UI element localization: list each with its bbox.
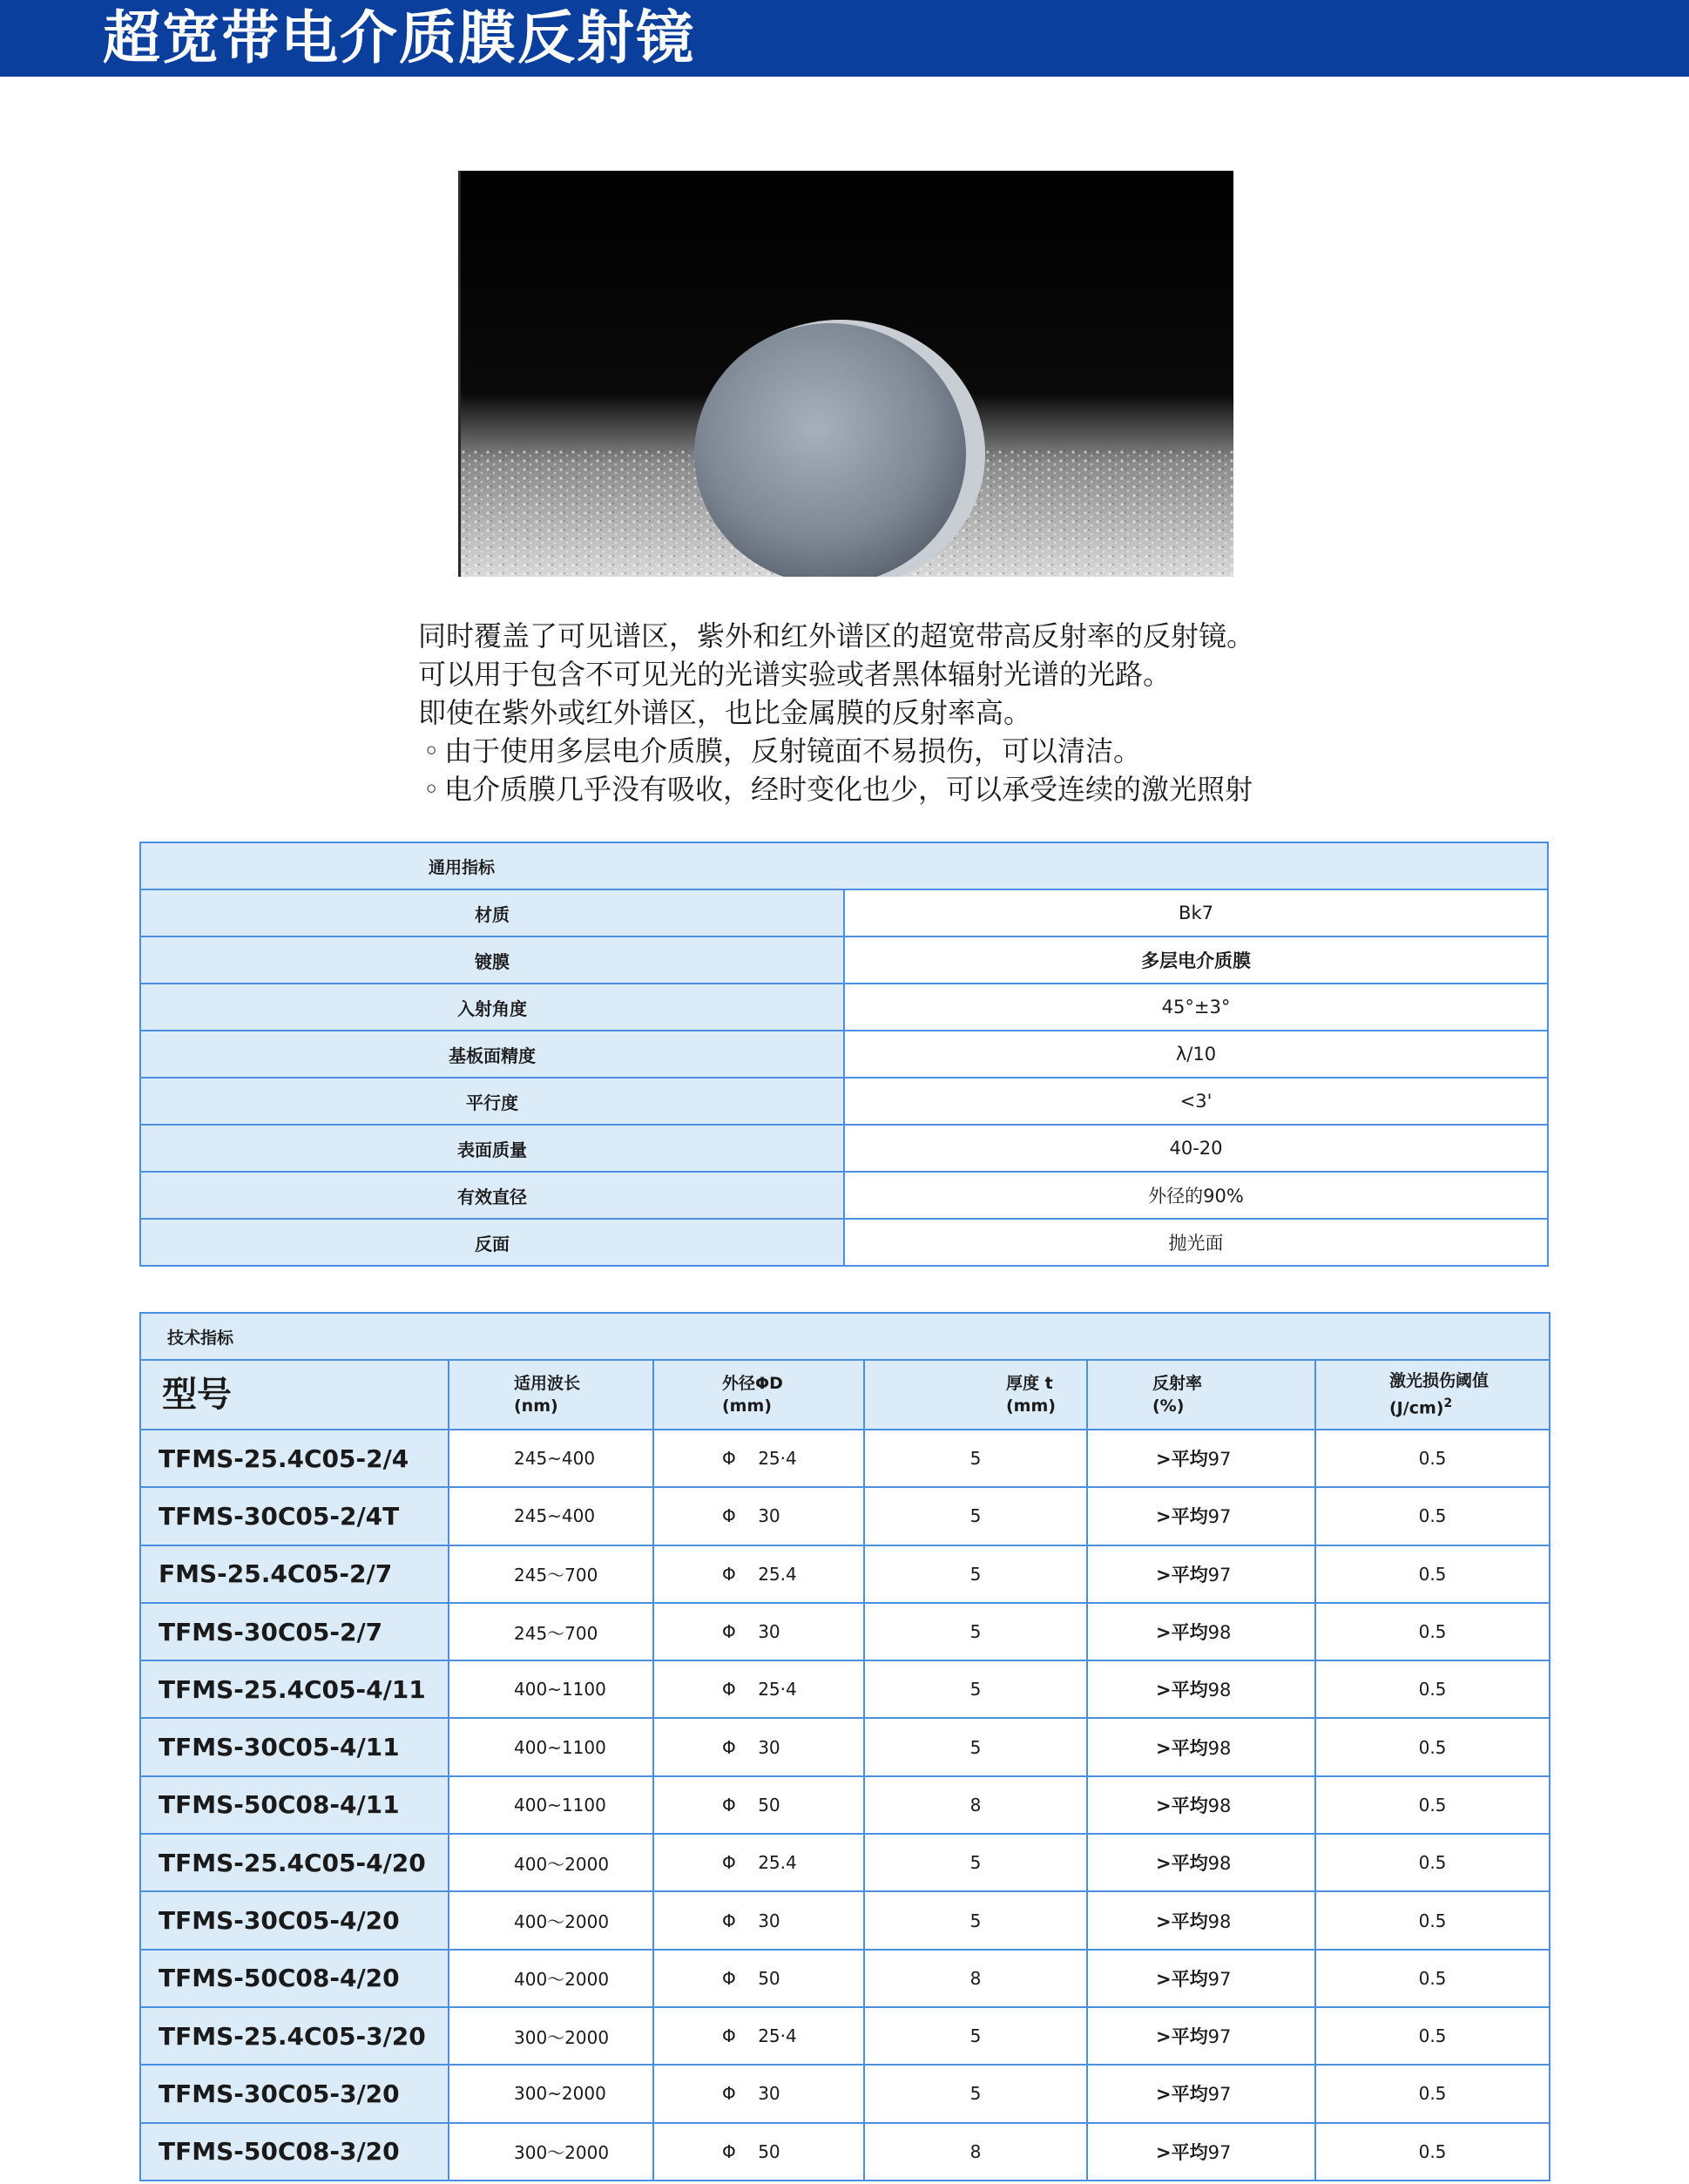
wavelength-cell: 300～2000: [449, 2123, 653, 2181]
wavelength-cell: 300~2000: [449, 2065, 653, 2122]
col-damage-label: 激光损伤阈值: [1389, 1371, 1490, 1391]
damage-cell: 0.5: [1315, 1660, 1550, 1718]
reflectance-value: 97: [1207, 1564, 1232, 1586]
reflectance-prefix: >平均: [1156, 1737, 1208, 1759]
damage-cell: 0.5: [1315, 1430, 1550, 1487]
table-row: [140, 984, 1548, 1031]
reflectance-cell: [1087, 1776, 1315, 1834]
reflectance-prefix: >平均: [1156, 1968, 1208, 1990]
reflectance-value: 98: [1207, 1910, 1232, 1932]
reflectance-value: 97: [1207, 2141, 1232, 2163]
spec-value: Bk7: [844, 889, 1548, 936]
diameter-cell: [653, 1487, 864, 1545]
damage-cell: 0.5: [1315, 1891, 1550, 1949]
reflectance-value: 98: [1207, 1737, 1232, 1759]
table-row: [140, 1545, 1550, 1603]
diameter-cell: [653, 1545, 864, 1603]
bullet-item: [418, 732, 1376, 770]
wavelength-cell: 400～2000: [449, 1834, 653, 1891]
model-cell: TFMS-30C05-3/20: [140, 2065, 449, 2122]
phi-symbol: Φ: [722, 1679, 736, 1701]
table-row: [140, 936, 1548, 984]
reflectance-cell: [1087, 1430, 1315, 1487]
reflectance-cell: [1087, 1487, 1315, 1545]
damage-cell: 0.5: [1315, 1950, 1550, 2007]
intro-line: 即使在紫外或红外谱区，也比金属膜的反射率高。: [418, 696, 1032, 729]
col-reflectance-label: 反射率: [1152, 1374, 1203, 1393]
thickness-cell: 5: [864, 1487, 1087, 1545]
tech-rows: [140, 1430, 1550, 2181]
page-title: 超宽带电介质膜反射镜: [103, 4, 695, 71]
reflectance-cell: [1087, 1718, 1315, 1775]
reflectance-prefix: >平均: [1156, 1795, 1208, 1816]
spec-label: 表面质量: [140, 1125, 844, 1172]
col-damage-unit-sup: 2: [1443, 1396, 1453, 1411]
damage-cell: 0.5: [1315, 1776, 1550, 1834]
damage-cell: 0.5: [1315, 1603, 1550, 1660]
reflectance-prefix: >平均: [1156, 2141, 1208, 2163]
intro-line: 可以用于包含不可见光的光谱实验或者黑体辐射光谱的光路。: [418, 658, 1172, 691]
diameter-cell: [653, 1603, 864, 1660]
diameter-value: 25·4: [758, 2025, 797, 2047]
wavelength-cell: 400~1100: [449, 1660, 653, 1718]
table-row: [140, 1430, 1550, 1487]
bullet-icon: ◦: [422, 773, 440, 806]
phi-symbol: Φ: [722, 2025, 736, 2047]
wavelength-cell: 400~1100: [449, 1718, 653, 1775]
col-thickness-unit: (mm): [1006, 1396, 1056, 1416]
thickness-cell: 5: [864, 2065, 1087, 2122]
reflectance-value: 98: [1207, 1853, 1232, 1875]
diameter-value: 50: [758, 1794, 780, 1815]
diameter-cell: [653, 1776, 864, 1834]
phi-symbol: Φ: [722, 1852, 736, 1874]
model-cell: FMS-25.4C05-2/7: [140, 1545, 449, 1603]
diameter-value: 30: [758, 1910, 780, 1931]
diameter-value: 30: [758, 1505, 780, 1527]
diameter-cell: [653, 1891, 864, 1949]
reflectance-cell: [1087, 2065, 1315, 2122]
header-bar: [0, 0, 1689, 77]
model-cell: TFMS-25.4C05-4/11: [140, 1660, 449, 1718]
phi-symbol: Φ: [722, 1563, 736, 1585]
damage-cell: 0.5: [1315, 1545, 1550, 1603]
diameter-cell: [653, 2123, 864, 2181]
col-diameter: [653, 1360, 864, 1430]
damage-cell: 0.5: [1315, 1487, 1550, 1545]
diameter-cell: [653, 2007, 864, 2065]
model-cell: TFMS-50C08-4/11: [140, 1776, 449, 1834]
bullet-text: 由于使用多层电介质膜，反射镜面不易损伤，可以清洁。: [444, 734, 1142, 767]
reflectance-cell: [1087, 1950, 1315, 2007]
bullet-icon: ◦: [422, 734, 440, 767]
diameter-cell: [653, 1834, 864, 1891]
reflectance-value: 97: [1207, 1968, 1232, 1990]
table-row: [140, 1891, 1550, 1949]
tech-specs-title: 技术指标: [140, 1313, 1550, 1360]
spec-label: 基板面精度: [140, 1031, 844, 1078]
column-headers: [140, 1360, 1550, 1430]
spec-label: 反面: [140, 1219, 844, 1266]
phi-symbol: Φ: [722, 1794, 736, 1815]
col-thickness-label: 厚度 t: [1006, 1374, 1053, 1393]
diameter-value: 30: [758, 2083, 780, 2105]
wavelength-cell: 245～700: [449, 1603, 653, 1660]
damage-cell: 0.5: [1315, 1834, 1550, 1891]
reflectance-cell: [1087, 1834, 1315, 1891]
reflectance-prefix: >平均: [1156, 1680, 1208, 1701]
col-wavelength-unit: (nm): [514, 1396, 558, 1416]
model-cell: TFMS-30C05-4/20: [140, 1891, 449, 1949]
reflectance-value: 97: [1207, 2026, 1232, 2048]
col-damage: [1315, 1360, 1550, 1430]
damage-cell: 0.5: [1315, 2123, 1550, 2181]
model-cell: TFMS-30C05-2/4T: [140, 1487, 449, 1545]
spec-label: 材质: [140, 889, 844, 936]
phi-symbol: Φ: [722, 2140, 736, 2162]
table-row: [140, 1031, 1548, 1078]
table-row: [140, 1125, 1548, 1172]
reflectance-value: 97: [1207, 2084, 1232, 2106]
thickness-cell: 8: [864, 1950, 1087, 2007]
reflectance-prefix: >平均: [1156, 1449, 1208, 1471]
col-reflectance: [1087, 1360, 1315, 1430]
reflectance-cell: [1087, 2123, 1315, 2181]
table-row: [140, 1660, 1550, 1718]
table-row: [140, 2007, 1550, 2065]
thickness-cell: 5: [864, 1718, 1087, 1775]
reflectance-value: 97: [1207, 1506, 1232, 1528]
spec-value: 外径的90%: [844, 1172, 1548, 1219]
table-row: [140, 889, 1548, 936]
diameter-value: 50: [758, 2140, 780, 2162]
diameter-cell: [653, 2065, 864, 2122]
table-row: [140, 1487, 1550, 1545]
model-cell: TFMS-25.4C05-2/4: [140, 1430, 449, 1487]
reflectance-cell: [1087, 1660, 1315, 1718]
phi-symbol: Φ: [722, 2083, 736, 2105]
reflectance-prefix: >平均: [1156, 1853, 1208, 1875]
col-model: 型号: [140, 1360, 449, 1430]
model-cell: TFMS-25.4C05-4/20: [140, 1834, 449, 1891]
reflectance-cell: [1087, 1603, 1315, 1660]
table-row: [140, 1078, 1548, 1125]
diameter-value: 25·4: [758, 1679, 797, 1701]
damage-cell: 0.5: [1315, 2007, 1550, 2065]
diameter-value: 50: [758, 1967, 780, 1989]
diameter-cell: [653, 1660, 864, 1718]
thickness-cell: 5: [864, 1834, 1087, 1891]
diameter-value: 25·4: [758, 1448, 797, 1470]
wavelength-cell: 245～700: [449, 1545, 653, 1603]
table-row: [140, 1776, 1550, 1834]
thickness-cell: 5: [864, 1660, 1087, 1718]
spec-value: 40-20: [844, 1125, 1548, 1172]
thickness-cell: 5: [864, 1891, 1087, 1949]
table-row: [140, 1603, 1550, 1660]
diameter-value: 25.4: [758, 1563, 797, 1585]
mirror-image: [461, 171, 1233, 577]
reflectance-prefix: >平均: [1156, 1622, 1208, 1644]
col-reflectance-unit: (%): [1152, 1396, 1185, 1416]
reflectance-prefix: >平均: [1156, 1506, 1208, 1528]
spec-value: 45°±3°: [844, 984, 1548, 1031]
wavelength-cell: 245~400: [449, 1430, 653, 1487]
thickness-cell: 5: [864, 1545, 1087, 1603]
col-damage-unit-text: (J/cm): [1389, 1398, 1444, 1418]
damage-cell: 0.5: [1315, 2065, 1550, 2122]
table-row: [140, 1219, 1548, 1266]
diameter-cell: [653, 1950, 864, 2007]
reflectance-prefix: >平均: [1156, 1564, 1208, 1586]
model-cell: TFMS-50C08-4/20: [140, 1950, 449, 2007]
tech-specs-table: [139, 1312, 1551, 2181]
spec-label: 平行度: [140, 1078, 844, 1125]
model-cell: TFMS-30C05-2/7: [140, 1603, 449, 1660]
phi-symbol: Φ: [722, 1910, 736, 1931]
spec-value: 抛光面: [844, 1219, 1548, 1266]
wavelength-cell: 300～2000: [449, 2007, 653, 2065]
col-wavelength: [449, 1360, 653, 1430]
wavelength-cell: 400～2000: [449, 1950, 653, 2007]
spec-value: λ/10: [844, 1031, 1548, 1078]
table-row: [140, 1718, 1550, 1775]
phi-symbol: Φ: [722, 1967, 736, 1989]
reflectance-value: 98: [1207, 1622, 1232, 1644]
col-diameter-label: 外径ΦD: [722, 1374, 783, 1393]
diameter-value: 25.4: [758, 1852, 797, 1874]
phi-symbol: Φ: [722, 1736, 736, 1758]
table-row: [140, 1834, 1550, 1891]
table-row: [140, 2065, 1550, 2122]
diameter-value: 30: [758, 1621, 780, 1643]
tech-specs-header: [140, 1313, 1550, 1360]
phi-symbol: Φ: [722, 1505, 736, 1527]
general-specs-header: [140, 842, 1548, 889]
product-photo: [458, 171, 1233, 577]
col-diameter-unit: (mm): [722, 1396, 772, 1416]
general-specs-title: 通用指标: [140, 842, 1548, 889]
table-row: [140, 1172, 1548, 1219]
general-specs-table: [139, 842, 1549, 1267]
reflectance-value: 98: [1207, 1795, 1232, 1816]
spec-value: <3': [844, 1078, 1548, 1125]
wavelength-cell: 400～2000: [449, 1891, 653, 1949]
reflectance-cell: [1087, 1545, 1315, 1603]
thickness-cell: 5: [864, 2007, 1087, 2065]
spec-value: 多层电介质膜: [844, 936, 1548, 984]
wavelength-cell: 245~400: [449, 1487, 653, 1545]
col-wavelength-label: 适用波长: [514, 1374, 581, 1393]
model-cell: TFMS-50C08-3/20: [140, 2123, 449, 2181]
reflectance-prefix: >平均: [1156, 2084, 1208, 2106]
reflectance-prefix: >平均: [1156, 2026, 1208, 2048]
reflectance-value: 98: [1207, 1680, 1232, 1701]
col-thickness: [864, 1360, 1087, 1430]
damage-cell: 0.5: [1315, 1718, 1550, 1775]
thickness-cell: 5: [864, 1430, 1087, 1487]
diameter-value: 30: [758, 1736, 780, 1758]
diameter-cell: [653, 1718, 864, 1775]
phi-symbol: Φ: [722, 1621, 736, 1643]
spec-label: 有效直径: [140, 1172, 844, 1219]
spec-label: 入射角度: [140, 984, 844, 1031]
bullet-item: [418, 770, 1376, 808]
model-cell: TFMS-30C05-4/11: [140, 1718, 449, 1775]
diameter-cell: [653, 1430, 864, 1487]
reflectance-value: 97: [1207, 1449, 1232, 1471]
spec-label: 镀膜: [140, 936, 844, 984]
reflectance-cell: [1087, 1891, 1315, 1949]
table-row: [140, 1950, 1550, 2007]
col-damage-unit: [1389, 1392, 1549, 1419]
thickness-cell: 5: [864, 1603, 1087, 1660]
reflectance-cell: [1087, 2007, 1315, 2065]
thickness-cell: 8: [864, 1776, 1087, 1834]
intro-text: [418, 617, 1376, 808]
thickness-cell: 8: [864, 2123, 1087, 2181]
wavelength-cell: 400~1100: [449, 1776, 653, 1834]
intro-line: 同时覆盖了可见谱区，紫外和红外谱区的超宽带高反射率的反射镜。: [418, 619, 1255, 652]
bullet-text: 电介质膜几乎没有吸收，经时变化也少，可以承受连续的激光照射: [444, 773, 1253, 806]
model-cell: TFMS-25.4C05-3/20: [140, 2007, 449, 2065]
phi-symbol: Φ: [722, 1448, 736, 1470]
reflectance-prefix: >平均: [1156, 1910, 1208, 1932]
table-row: [140, 2123, 1550, 2181]
